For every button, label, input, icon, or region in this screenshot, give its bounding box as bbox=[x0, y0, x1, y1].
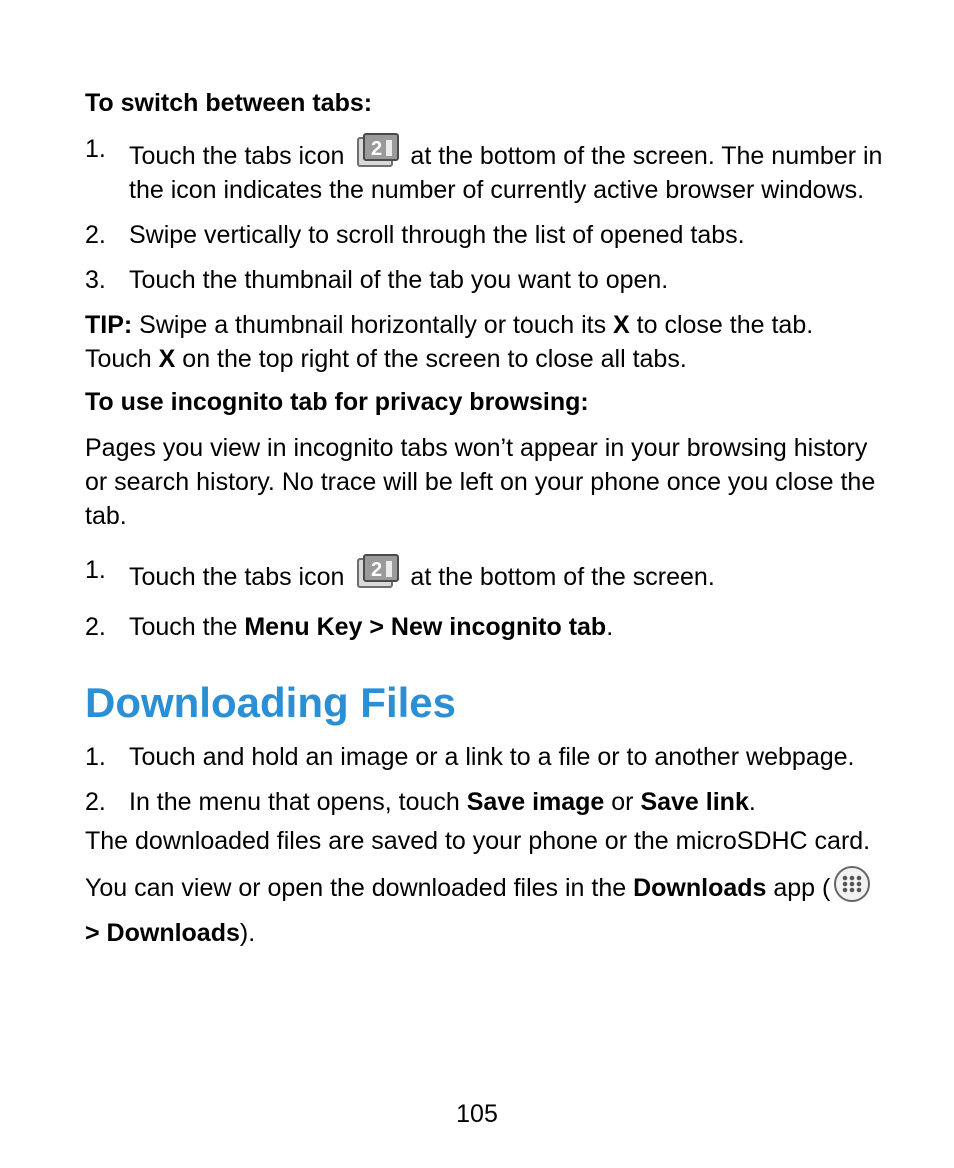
step-number: 1. bbox=[85, 743, 106, 771]
document-page bbox=[85, 88, 885, 967]
step-text: at the bottom of the screen. The number in the icon indicates the number of currently active browser windows. bbox=[129, 142, 883, 204]
close-all-x-label: X bbox=[158, 345, 176, 373]
tabs-icon-count: 2 bbox=[371, 559, 383, 581]
step-text: Swipe vertically to scroll through the list of opened tabs. bbox=[129, 221, 745, 249]
step-number: 1. bbox=[85, 135, 106, 163]
tip-paragraph: TIP: Swipe a thumbnail horizontally or touch its X to close the tab. Touch X on the top right of the screen to close all tabs. bbox=[85, 311, 814, 373]
step-number: 1. bbox=[85, 556, 106, 584]
downloads-app-label: Downloads bbox=[633, 874, 767, 902]
downloads-note: The downloaded files are saved to your phone or the microSDHC card. You can view or open the downloaded files in the Downloads app (> Downloads). bbox=[85, 819, 885, 956]
switch-tabs-heading: To switch between tabs: bbox=[85, 89, 373, 117]
list-item bbox=[85, 132, 885, 207]
save-image-label: Save image bbox=[466, 788, 605, 816]
incognito-steps bbox=[85, 553, 885, 644]
step-number: 3. bbox=[85, 266, 106, 294]
section-title: Downloading Files bbox=[85, 679, 457, 726]
step-text: Touch the tabs icon bbox=[129, 142, 345, 170]
tabs-icon bbox=[356, 553, 400, 591]
list-item bbox=[85, 218, 885, 252]
tabs-icon-count: 2 bbox=[371, 138, 383, 160]
switch-tabs-steps bbox=[85, 132, 885, 297]
list-item bbox=[85, 263, 885, 297]
page-number: 105 bbox=[456, 1100, 498, 1128]
save-link-label: Save link bbox=[640, 788, 749, 816]
step-number: 2. bbox=[85, 613, 106, 641]
list-item: 2. In the menu that opens, touch Save image or Save link. bbox=[85, 785, 885, 819]
list-item: 2. Touch the Menu Key > New incognito tab. bbox=[85, 610, 885, 644]
incognito-intro: Pages you view in incognito tabs won’t appear in your browsing history or search history. No trace will be left on your phone once you close the tab. bbox=[85, 434, 876, 530]
tabs-icon bbox=[356, 132, 400, 170]
step-text: Touch the tabs icon bbox=[129, 563, 345, 591]
list-item bbox=[85, 740, 885, 774]
downloading-steps bbox=[85, 740, 885, 819]
step-text: at the bottom of the screen. bbox=[410, 563, 715, 591]
tip-label: TIP: bbox=[85, 311, 133, 339]
close-x-label: X bbox=[613, 311, 630, 339]
step-text: Touch the thumbnail of the tab you want to open. bbox=[129, 266, 669, 294]
apps-icon bbox=[832, 864, 872, 904]
step-number: 2. bbox=[85, 221, 106, 249]
downloads-path: > Downloads bbox=[85, 919, 240, 947]
incognito-heading: To use incognito tab for privacy browsing: bbox=[85, 388, 589, 416]
step-number: 2. bbox=[85, 788, 106, 816]
list-item bbox=[85, 553, 885, 594]
menu-path: Menu Key > New incognito tab bbox=[244, 613, 607, 641]
step-text: Touch and hold an image or a link to a file or to another webpage. bbox=[129, 743, 855, 771]
